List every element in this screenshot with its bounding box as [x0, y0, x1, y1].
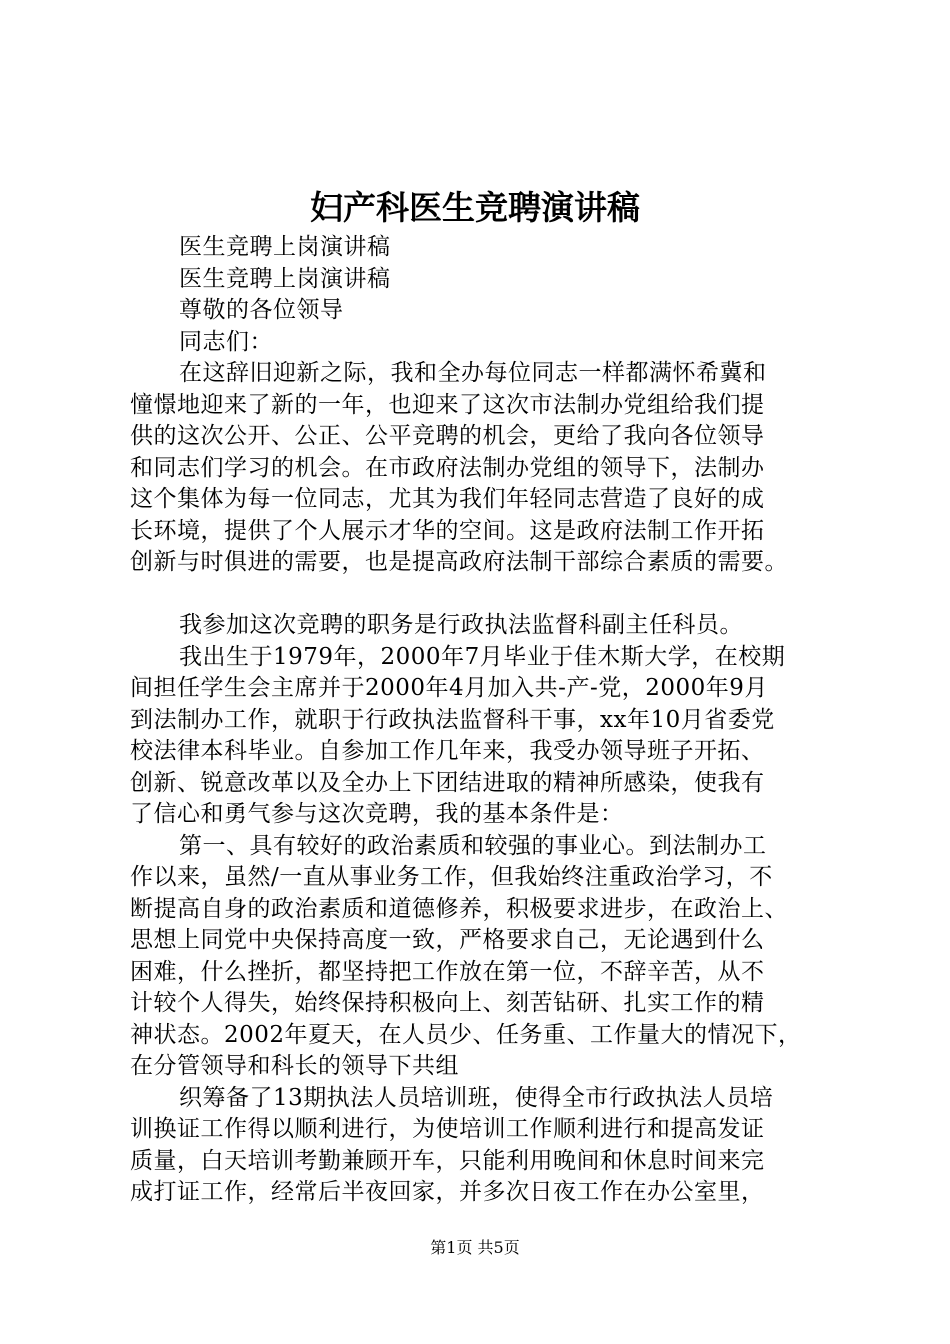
text-line: 这个集体为每一位同志，尤其为我们年轻同志营造了良好的成	[130, 486, 765, 512]
text-line: 第一、具有较好的政治素质和较强的事业心。到法制办工	[179, 832, 767, 859]
text-line: 作以来，虽然/一直从事业务工作，但我始终注重政治学习，不	[130, 864, 773, 890]
text-line: 在分管领导和科长的领导下共组	[130, 1053, 459, 1079]
text-line: 在这辞旧迎新之际，我和全办每位同志一样都满怀希冀和	[179, 360, 767, 386]
text-line: 神状态。2002年夏天，在人员少、任务重、工作量大的情况下，	[130, 1021, 802, 1048]
text-line: 间担任学生会主席并于2000年4月加入共-产-党，2000年9月	[130, 675, 768, 701]
text-line: 长环境，提供了个人展示才华的空间。这是政府法制工作开拓	[130, 517, 765, 544]
text-line: 织筹备了13期执法人员培训班，使得全市行政执法人员培	[179, 1084, 774, 1111]
text-line: 憧憬地迎来了新的一年，也迎来了这次市法制办党组给我们提	[130, 391, 765, 418]
text-line: 同志们：	[179, 328, 273, 355]
text-line: 训换证工作得以顺利进行，为使培训工作顺利进行和提高发证	[130, 1116, 765, 1142]
text-line: 计较个人得失，始终保持积极向上、刻苦钻研、扎实工作的精	[130, 990, 765, 1016]
text-line: 断提高自身的政治素质和道德修养，积极要求进步，在政治上、	[130, 895, 788, 922]
text-line: 成打证工作，经常后半夜回家，并多次日夜工作在办公室里，	[130, 1179, 765, 1205]
text-line: 困难，什么挫折，都坚持把工作放在第一位，不辞辛苦，从不	[130, 958, 765, 985]
text-line: 和同志们学习的机会。在市政府法制办党组的领导下，法制办	[130, 454, 765, 481]
document-title: 妇产科医生竞聘演讲稿	[310, 188, 640, 227]
paragraph-gap	[130, 579, 850, 611]
document-body	[130, 232, 850, 1209]
text-line: 医生竞聘上岗演讲稿	[179, 265, 391, 292]
text-line: 到法制办工作，就职于行政执法监督科干事，xx年10月省委党	[130, 706, 775, 733]
text-line: 尊敬的各位领导	[179, 297, 344, 323]
text-line: 创新与时俱进的需要，也是提高政府法制干部综合素质的需要。	[130, 549, 788, 575]
text-line: 校法律本科毕业。自参加工作几年来，我受办领导班子开拓、	[130, 738, 765, 764]
text-line: 供的这次公开、公正、公平竞聘的机会，更给了我向各位领导	[130, 423, 765, 449]
text-line: 医生竞聘上岗演讲稿	[179, 234, 391, 260]
text-line: 质量，白天培训考勤兼顾开车，只能利用晚间和休息时间来完	[130, 1147, 765, 1174]
text-line: 思想上同党中央保持高度一致，严格要求自己，无论遇到什么	[130, 927, 765, 953]
text-line: 创新、锐意改革以及全办上下团结进取的精神所感染，使我有	[130, 769, 765, 796]
text-line: 我参加这次竞聘的职务是行政执法监督科副主任科员。	[179, 612, 743, 638]
page-footer: 第1页 共5页	[430, 1238, 520, 1257]
text-line: 了信心和勇气参与这次竞聘，我的基本条件是：	[130, 801, 624, 827]
text-line: 我出生于1979年，2000年7月毕业于佳木斯大学，在校期	[179, 643, 786, 670]
